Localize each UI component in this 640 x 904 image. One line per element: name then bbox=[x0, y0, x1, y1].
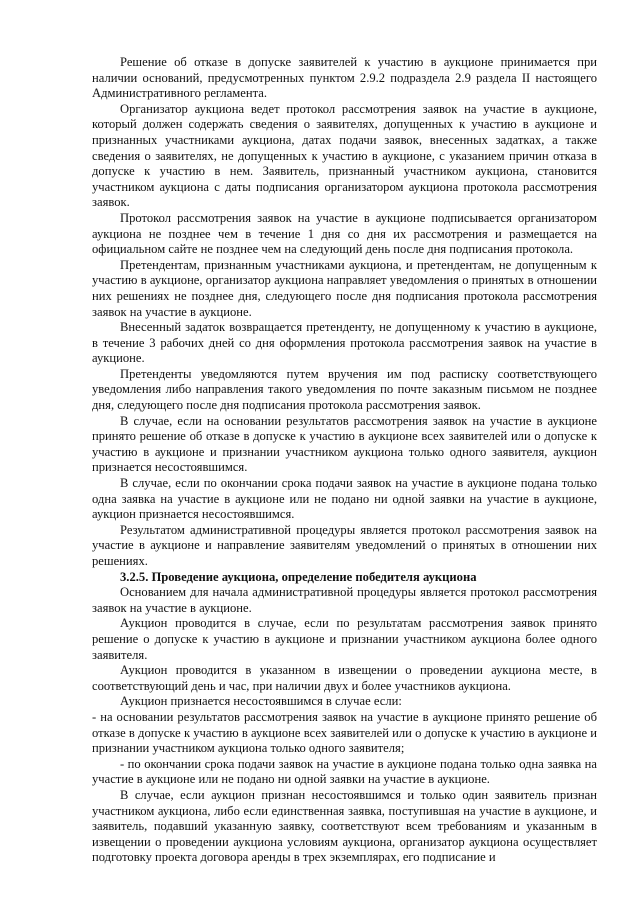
paragraph-procedure-result: Результатом административной процедуры является протокол рассмотрения заявок на участие в аукционе и направление заявителям уведомлений о принятых в отношении них решениях. bbox=[92, 522, 597, 568]
paragraph-protocol-contents: Организатор аукциона ведет протокол рассмотрения заявок на участие в аукционе, который должен содержать сведения о заявителях, допущенных к участию в аукционе и признанных участниками аукциона, датах подачи заявок, внесенных задатках, а также сведения о заявителях, не допущенных к участию в аукционе, с указанием причин отказа в допуске к участию в нем. Заявитель, признанный участником аукциона, становится участником аукциона с даты подписания организатором аукциона протокола рассмотрения заявок. bbox=[92, 101, 597, 210]
paragraph-grounds: Основанием для начала административной процедуры является протокол рассмотрения заявок на участие в аукционе. bbox=[92, 585, 597, 615]
list-item-single-application: - по окончании срока подачи заявок на участие в аукционе подана только одна заявка на участие в аукционе или не подано ни одной заявки на участие в аукционе. bbox=[92, 756, 597, 787]
paragraph-auction-place: Аукцион проводится в указанном в извещении о проведении аукциона месте, в соответствующий день и час, при наличии двух и более участников аукциона. bbox=[92, 663, 597, 693]
document-page bbox=[92, 55, 597, 866]
paragraph-contract-preparation: В случае, если аукцион признан несостоявшимся и только один заявитель признан участником аукциона, либо если единственная заявка, поступившая на участие в аукционе, и заявитель, подавший указанную заявку, соответствуют всем требованиям и указанным в извещении о проведении аукциона условиям аукциона, организатор аукциона осуществляет подготовку проекта договора аренды в трех экземплярах, его подписание и bbox=[92, 787, 597, 865]
paragraph-protocol-signing: Протокол рассмотрения заявок на участие в аукционе подписывается организатором аукциона не позднее чем в течение 1 дня со дня их рассмотрения и размещается на официальном сайте не позднее чем на следующий день после дня подписания протокола. bbox=[92, 210, 597, 257]
paragraph-failed-auction-2: В случае, если по окончании срока подачи заявок на участие в аукционе подана только одна заявка на участие в аукционе или не подано ни одной заявки на участие в аукционе, аукцион признается несостоявшимся. bbox=[92, 476, 597, 522]
paragraph-failed-conditions: Аукцион признается несостоявшимся в случае если: bbox=[120, 694, 402, 709]
paragraph-auction-held: Аукцион проводится в случае, если по результатам рассмотрения заявок принято решение о допуске к участию в аукционе и признании участником аукциона более одного заявителя. bbox=[92, 616, 597, 662]
paragraph-failed-auction-1: В случае, если на основании результатов рассмотрения заявок на участие в аукционе принято решение об отказе в допуске к участию в аукционе всех заявителей или о допуске к участию в аукционе и признании участником аукциона только одного заявителя, аукцион признается несостоявшимся. bbox=[92, 413, 597, 475]
paragraph-deposit-return: Внесенный задаток возвращается претенденту, не допущенному к участию в аукционе, в течение 3 рабочих дней со дня оформления протокола рассмотрения заявок на участие в аукционе. bbox=[92, 320, 597, 366]
section-heading: 3.2.5. Проведение аукциона, определение победителя аукциона bbox=[120, 569, 477, 584]
paragraph-refusal-decision: Решение об отказе в допуске заявителей к участию в аукционе принимается при наличии оснований, предусмотренных пунктом 2.9.2 подраздела 2.9 раздела II настоящего Административного регламента. bbox=[92, 55, 597, 101]
paragraph-applicants-notified: Претенденты уведомляются путем вручения им под расписку соответствующего уведомления либо направления такого уведомления по почте заказным письмом не позднее дня, следующего после дня подписания протокола рассмотрения заявок. bbox=[92, 366, 597, 413]
paragraph-notifications: Претендентам, признанным участниками аукциона, и претендентам, не допущенным к участию в аукционе, организатор аукциона направляет уведомления о принятых в отношении них решениях не позднее дня, следующего после дня подписания протокола рассмотрения заявок на участие в аукционе. bbox=[92, 257, 597, 319]
list-item-refusal: - на основании результатов рассмотрения заявок на участие в аукционе принято решение об отказе в допуске к участию в аукционе всех заявителей или о допуске к участию в аукционе и признании участником аукциона только одного заявителя; bbox=[92, 709, 597, 756]
